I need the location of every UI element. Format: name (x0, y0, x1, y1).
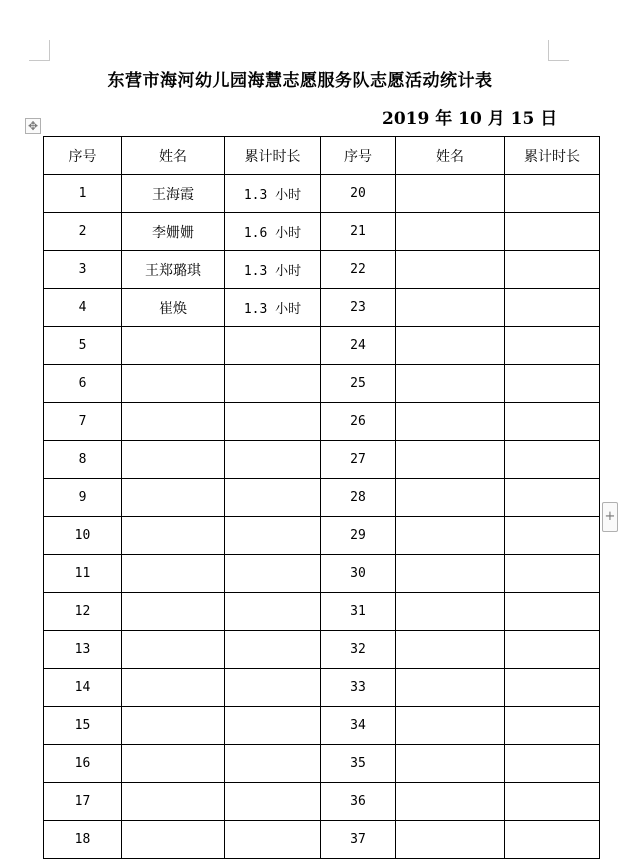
cell-name-right[interactable] (396, 555, 505, 593)
cell-hours-right[interactable] (505, 631, 600, 669)
cell-no-right[interactable]: 29 (321, 517, 396, 555)
cell-no-left[interactable]: 8 (44, 441, 122, 479)
header-no-left[interactable]: 序号 (44, 137, 122, 175)
cell-name-left[interactable]: 王郑璐琪 (122, 251, 225, 289)
cell-name-left[interactable] (122, 327, 225, 365)
cell-name-left[interactable] (122, 669, 225, 707)
cell-no-left[interactable]: 13 (44, 631, 122, 669)
cell-name-right[interactable] (396, 593, 505, 631)
table-row (44, 441, 600, 479)
cell-name-left[interactable] (122, 593, 225, 631)
cell-name-right[interactable] (396, 289, 505, 327)
cell-no-right[interactable]: 34 (321, 707, 396, 745)
cell-hours-right[interactable] (505, 175, 600, 213)
cell-name-left[interactable] (122, 479, 225, 517)
table-row (44, 669, 600, 707)
header-no-right[interactable]: 序号 (321, 137, 396, 175)
table-row (44, 631, 600, 669)
cell-hours-left[interactable]: 1.3 小时 (225, 251, 321, 289)
cell-hours-left[interactable] (225, 783, 321, 821)
cell-hours-left[interactable]: 1.3 小时 (225, 175, 321, 213)
cell-name-left[interactable] (122, 555, 225, 593)
cell-name-left[interactable] (122, 517, 225, 555)
cell-no-right[interactable]: 30 (321, 555, 396, 593)
cell-hours-right[interactable] (505, 593, 600, 631)
page-corner-top-right (548, 40, 569, 61)
cell-name-left[interactable] (122, 403, 225, 441)
cell-no-right[interactable]: 32 (321, 631, 396, 669)
cell-hours-left[interactable] (225, 593, 321, 631)
cell-hours-left[interactable]: 1.6 小时 (225, 213, 321, 251)
cell-name-left[interactable]: 崔焕 (122, 289, 225, 327)
cell-hours-right[interactable] (505, 403, 600, 441)
cell-name-right[interactable] (396, 327, 505, 365)
table-row (44, 555, 600, 593)
cell-no-right[interactable]: 21 (321, 213, 396, 251)
table-body (44, 175, 600, 859)
cell-hours-right[interactable] (505, 821, 600, 859)
cell-hours-right[interactable] (505, 745, 600, 783)
table-row (44, 821, 600, 859)
cell-no-right[interactable]: 22 (321, 251, 396, 289)
table-header-row (44, 137, 600, 175)
cell-hours-right[interactable] (505, 479, 600, 517)
cell-name-left[interactable] (122, 365, 225, 403)
cell-no-left[interactable]: 3 (44, 251, 122, 289)
cell-hours-right[interactable] (505, 555, 600, 593)
volunteer-stats-table (43, 136, 600, 859)
cell-no-right[interactable]: 36 (321, 783, 396, 821)
cell-name-right[interactable] (396, 783, 505, 821)
cell-no-right[interactable]: 28 (321, 479, 396, 517)
cell-no-left[interactable]: 16 (44, 745, 122, 783)
cell-no-right[interactable]: 23 (321, 289, 396, 327)
cell-name-right[interactable] (396, 517, 505, 555)
page-corner-top-left (29, 40, 50, 61)
cell-name-right[interactable] (396, 745, 505, 783)
cell-name-left[interactable] (122, 631, 225, 669)
cell-name-right[interactable] (396, 403, 505, 441)
table-row (44, 593, 600, 631)
table-row (44, 365, 600, 403)
cell-hours-left[interactable] (225, 365, 321, 403)
cell-hours-left[interactable] (225, 403, 321, 441)
cell-no-left[interactable]: 1 (44, 175, 122, 213)
cell-hours-left[interactable] (225, 555, 321, 593)
cell-hours-left[interactable] (225, 707, 321, 745)
cell-name-right[interactable] (396, 479, 505, 517)
document-title: 东营市海河幼儿园海慧志愿服务队志愿活动统计表 (107, 71, 493, 91)
cell-no-right[interactable]: 27 (321, 441, 396, 479)
cell-no-left[interactable]: 4 (44, 289, 122, 327)
cell-no-left[interactable]: 14 (44, 669, 122, 707)
cell-name-left[interactable] (122, 745, 225, 783)
cell-name-right[interactable] (396, 821, 505, 859)
table-row (44, 783, 600, 821)
cell-name-left[interactable] (122, 821, 225, 859)
cell-hours-right[interactable] (505, 707, 600, 745)
cell-hours-left[interactable] (225, 669, 321, 707)
header-hours-left[interactable]: 累计时长 (225, 137, 321, 175)
cell-hours-right[interactable] (505, 289, 600, 327)
cell-name-left[interactable] (122, 783, 225, 821)
cell-name-left[interactable]: 李姗姗 (122, 213, 225, 251)
cell-hours-right[interactable] (505, 327, 600, 365)
cell-hours-left[interactable] (225, 745, 321, 783)
table-row (44, 327, 600, 365)
cell-hours-left[interactable] (225, 517, 321, 555)
cell-hours-right[interactable] (505, 517, 600, 555)
cell-no-left[interactable]: 11 (44, 555, 122, 593)
header-name-right[interactable]: 姓名 (396, 137, 505, 175)
cell-no-right[interactable]: 33 (321, 669, 396, 707)
table-row (44, 289, 600, 327)
cell-no-left[interactable]: 18 (44, 821, 122, 859)
cell-no-left[interactable]: 10 (44, 517, 122, 555)
cell-no-left[interactable]: 6 (44, 365, 122, 403)
cell-name-right[interactable] (396, 441, 505, 479)
cell-name-right[interactable] (396, 213, 505, 251)
cell-hours-right[interactable] (505, 251, 600, 289)
cell-hours-left[interactable] (225, 631, 321, 669)
cell-hours-left[interactable] (225, 479, 321, 517)
cell-name-right[interactable] (396, 175, 505, 213)
header-hours-right[interactable]: 累计时长 (505, 137, 600, 175)
table-row (44, 707, 600, 745)
table-row (44, 251, 600, 289)
cell-name-right[interactable] (396, 251, 505, 289)
document-date: 2019 年 10 月 15 日 (382, 109, 558, 129)
cell-no-left[interactable]: 9 (44, 479, 122, 517)
table-move-handle-icon[interactable]: ✥ (25, 118, 41, 134)
table-row (44, 479, 600, 517)
header-name-left[interactable]: 姓名 (122, 137, 225, 175)
table-row (44, 175, 600, 213)
cell-no-right[interactable]: 37 (321, 821, 396, 859)
cell-no-left[interactable]: 15 (44, 707, 122, 745)
cell-no-left[interactable]: 12 (44, 593, 122, 631)
cell-hours-right[interactable] (505, 365, 600, 403)
cell-name-right[interactable] (396, 631, 505, 669)
add-column-plus-icon[interactable]: + (602, 502, 618, 532)
table-row (44, 745, 600, 783)
cell-no-right[interactable]: 35 (321, 745, 396, 783)
cell-name-right[interactable] (396, 707, 505, 745)
cell-name-left[interactable] (122, 441, 225, 479)
cell-no-right[interactable]: 20 (321, 175, 396, 213)
cell-name-right[interactable] (396, 365, 505, 403)
table-row (44, 517, 600, 555)
cell-hours-right[interactable] (505, 213, 600, 251)
cell-hours-left[interactable]: 1.3 小时 (225, 289, 321, 327)
table-row (44, 213, 600, 251)
cell-no-left[interactable]: 17 (44, 783, 122, 821)
cell-no-right[interactable]: 25 (321, 365, 396, 403)
cell-name-left[interactable]: 王海霞 (122, 175, 225, 213)
cell-hours-left[interactable] (225, 821, 321, 859)
cell-hours-right[interactable] (505, 669, 600, 707)
cell-no-right[interactable]: 26 (321, 403, 396, 441)
cell-hours-left[interactable] (225, 327, 321, 365)
cell-no-right[interactable]: 31 (321, 593, 396, 631)
table-row (44, 403, 600, 441)
cell-hours-right[interactable] (505, 783, 600, 821)
cell-hours-right[interactable] (505, 441, 600, 479)
cell-name-right[interactable] (396, 669, 505, 707)
cell-no-left[interactable]: 2 (44, 213, 122, 251)
cell-name-left[interactable] (122, 707, 225, 745)
cell-hours-left[interactable] (225, 441, 321, 479)
cell-no-left[interactable]: 5 (44, 327, 122, 365)
cell-no-right[interactable]: 24 (321, 327, 396, 365)
cell-no-left[interactable]: 7 (44, 403, 122, 441)
